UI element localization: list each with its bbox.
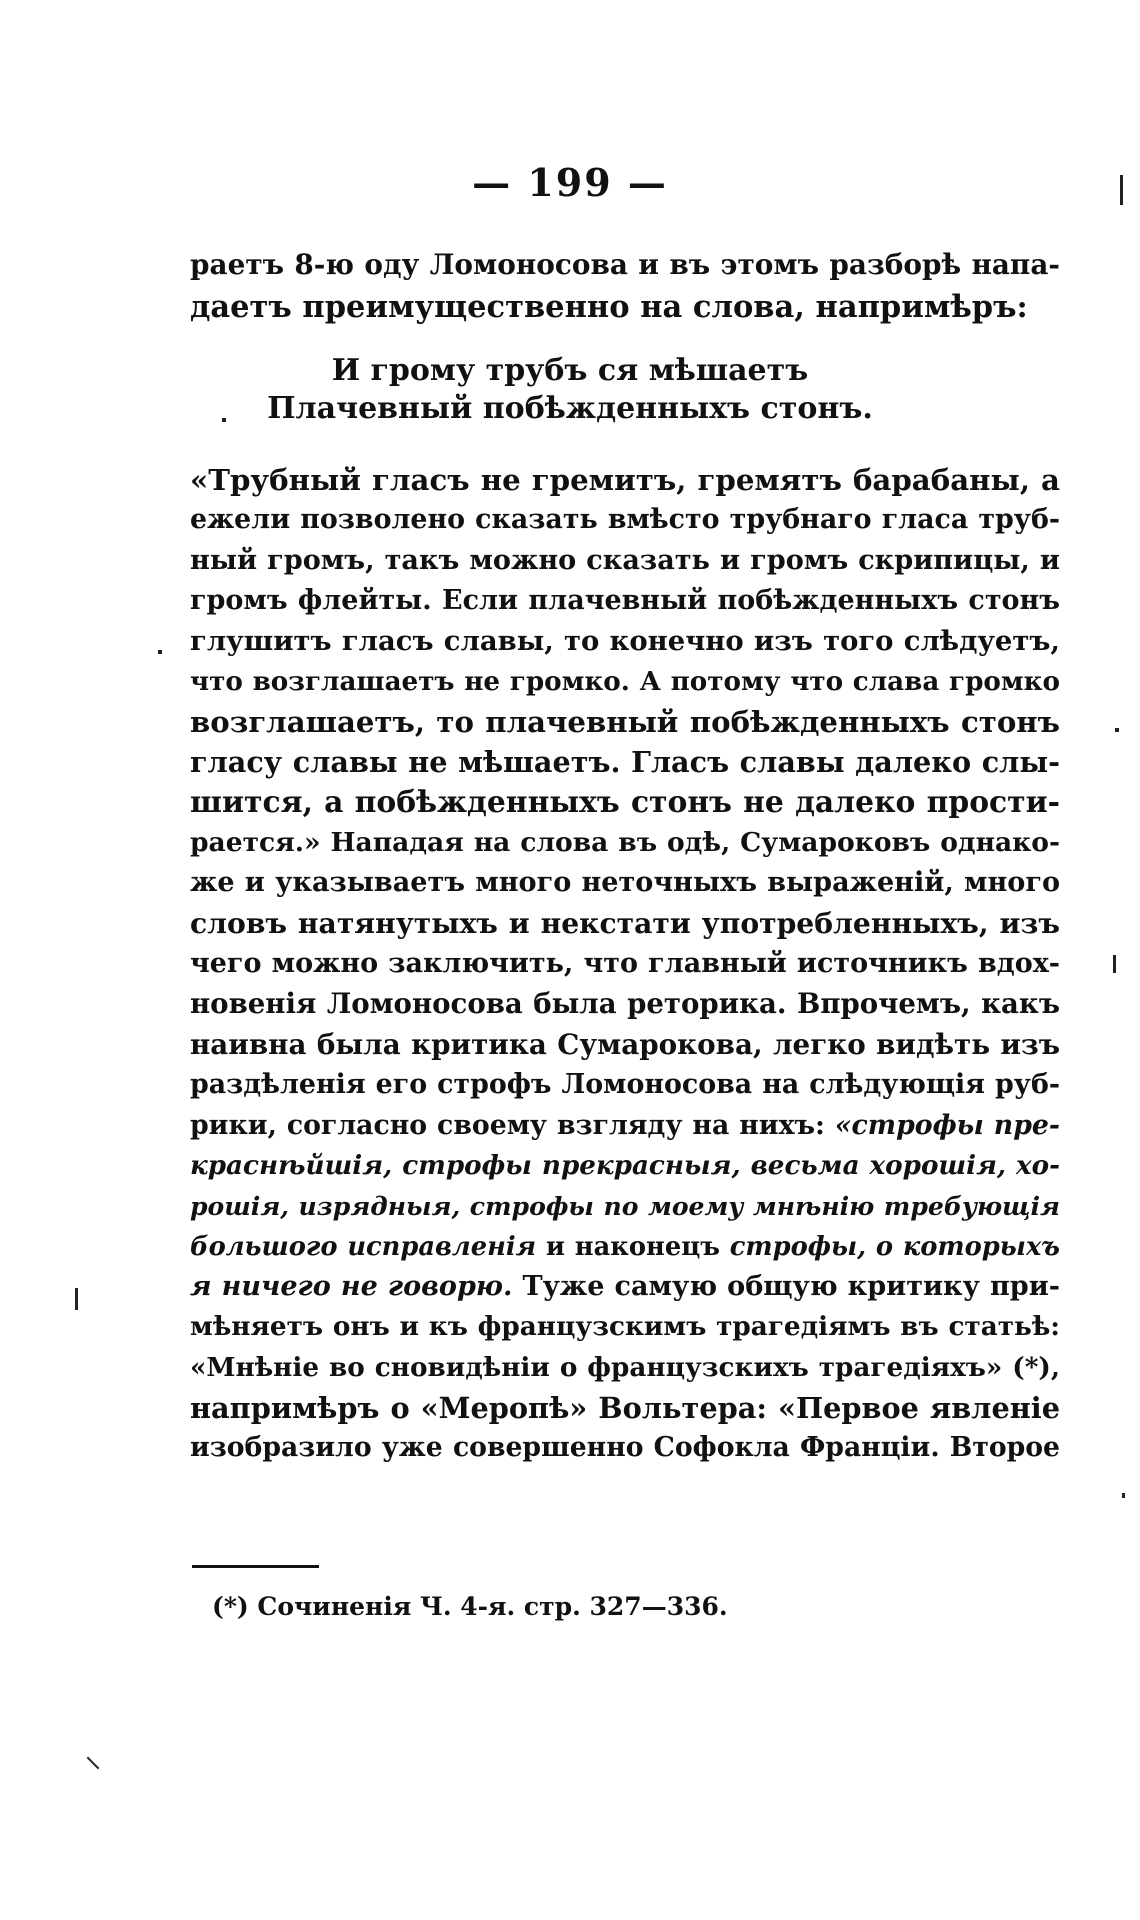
scan-speck: [75, 1288, 78, 1310]
text-line: «Трубный гласъ не гремитъ, гремятъ барабаны, а: [190, 463, 1060, 497]
text-line: даетъ преимущественно на слова, напримѣръ:: [190, 289, 1028, 325]
verse-line: И грому трубъ ся мѣшаетъ: [331, 353, 809, 388]
intro-paragraph: [190, 244, 1060, 328]
text-line: глушитъ гласъ славы, то конечно изъ того слѣдуетъ,: [190, 625, 1060, 658]
scan-speck: [1122, 1493, 1125, 1498]
scan-speck: [1115, 728, 1119, 732]
verse-quote: [0, 352, 1140, 428]
text-line: мѣняетъ онъ и къ французскимъ трагедіямъ въ статьѣ:: [190, 1311, 1060, 1343]
text-line: наивна была критика Сумарокова, легко видѣть изъ: [190, 1027, 1060, 1061]
italic-line: рошія, изрядныя, строфы по моему мнѣнію требующія: [190, 1191, 1060, 1222]
text-segment: и наконецъ: [536, 1231, 730, 1262]
text-line: возглашаетъ, то плачевный побѣжденныхъ стонъ: [190, 705, 1060, 740]
text-line: рается.» Нападая на слова въ одѣ, Сумароковъ однако-: [190, 827, 1060, 859]
text-line: громъ флейты. Если плачевный побѣжденныхъ стонъ: [190, 585, 1060, 617]
text-line: [190, 1227, 1060, 1267]
text-line: «Мнѣніе во сновидѣніи о французскихъ трагедіяхъ» (*),: [190, 1351, 1060, 1383]
italic-segment: «строфы пре-: [834, 1109, 1060, 1141]
scan-speck: [158, 650, 162, 654]
scan-speck: [87, 1757, 100, 1770]
text-segment: Туже самую общую критику при-: [512, 1270, 1060, 1302]
text-segment: рики, согласно своему взгляду на нихъ:: [190, 1109, 825, 1141]
scan-speck: [222, 418, 226, 422]
text-line: [190, 1267, 1060, 1307]
italic-line: краснѣйшія, строфы прекрасныя, весьма хорошія, хо-: [190, 1149, 1060, 1181]
verse-line: Плачевный побѣжденныхъ стонъ.: [267, 391, 873, 426]
italic-segment: я ничего не говорю.: [190, 1270, 513, 1302]
text-line: изобразило уже совершенно Софокла Франціи. Второе: [190, 1432, 1060, 1464]
text-line: ежели позволено сказать вмѣсто трубнаго гласа труб-: [190, 504, 1060, 536]
italic-segment: большого исправленія: [190, 1231, 537, 1262]
footnote-rule: [192, 1565, 319, 1568]
text-line: что возглашаетъ не громко. А потому что слава громко: [190, 665, 1060, 697]
text-line: раетъ 8-ю оду Ломоносова и въ этомъ разборѣ напа-: [190, 248, 1060, 281]
text-line: же и указываетъ много неточныхъ выраженій, много: [190, 867, 1060, 899]
text-line: словъ натянутыхъ и некстати употребленныхъ, изъ: [190, 906, 1060, 940]
text-line: шится, а побѣжденныхъ стонъ не далеко прости-: [190, 784, 1060, 820]
text-line: напримѣръ о «Меропѣ» Вольтера: «Первое явленіе: [190, 1390, 1060, 1425]
text-line: новенія Ломоносова была реторика. Впрочемъ, какъ: [190, 987, 1060, 1021]
scan-speck: [1113, 955, 1116, 973]
italic-segment: строфы, о которыхъ: [729, 1231, 1060, 1262]
scan-speck: [1120, 175, 1123, 205]
text-line: ный громъ, такъ можно сказать и громъ скрипицы, и: [190, 544, 1060, 576]
text-line: раздѣленія его строфъ Ломоносова на слѣдующія руб-: [190, 1069, 1060, 1101]
footnote: (*) Сочиненія Ч. 4-я. стр. 327—336.: [212, 1592, 728, 1621]
text-line: гласу славы не мѣшаетъ. Гласъ славы далеко слы-: [190, 745, 1060, 780]
text-line: чего можно заключить, что главный источникъ вдох-: [190, 948, 1060, 980]
page-number: — 199 —: [472, 160, 668, 205]
main-paragraph: [190, 460, 1060, 1469]
text-line: [190, 1106, 1060, 1146]
